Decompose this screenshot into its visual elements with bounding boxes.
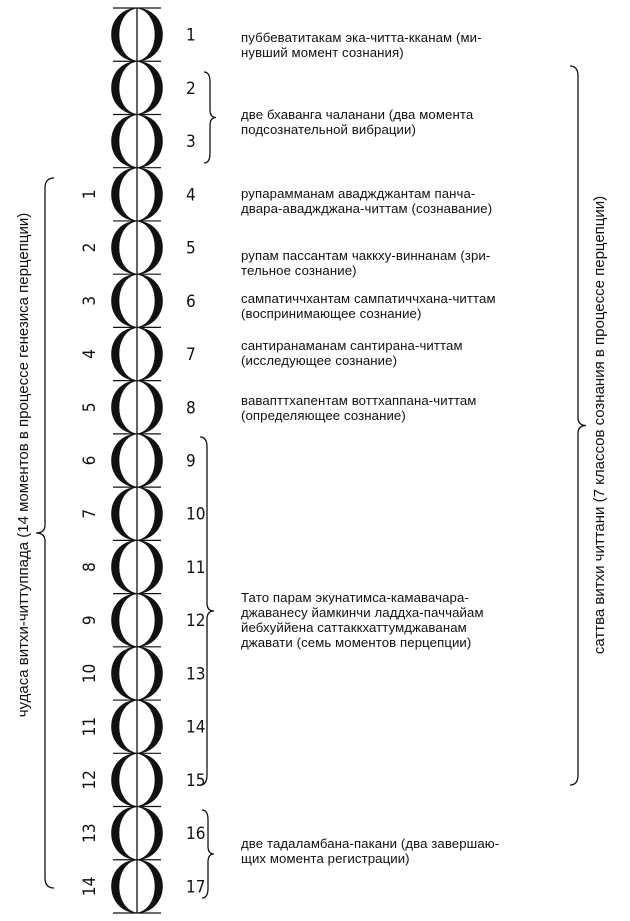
crescent-right xyxy=(137,860,163,913)
annotation-line: тельное сознание) xyxy=(241,263,357,278)
crescent-right xyxy=(137,487,163,540)
crescent-left xyxy=(112,860,138,913)
right-moment-number: 1 xyxy=(186,25,196,46)
right-moment-number: 13 xyxy=(186,664,206,685)
crescent-right xyxy=(137,540,163,593)
crescent-left xyxy=(112,274,138,327)
crescent-right xyxy=(137,221,163,274)
crescent-left xyxy=(112,434,138,487)
crescent-left xyxy=(112,8,138,61)
annotation-line: две тадаламбана-пакани (два завершаю- xyxy=(241,836,500,851)
crescent-right xyxy=(137,434,163,487)
crescent-right xyxy=(137,8,163,61)
crescent-right xyxy=(137,168,163,221)
annotation-7 xyxy=(241,393,621,423)
annotation-1 xyxy=(241,30,621,60)
left-moment-number: 5 xyxy=(80,402,100,413)
annotation-line: (исследующее сознание) xyxy=(241,353,398,368)
crescent-left xyxy=(112,807,138,860)
right-moment-number: 7 xyxy=(186,345,196,366)
right-moment-number: 2 xyxy=(186,78,196,99)
annotation-line: джавати (семь моментов перцепции) xyxy=(241,635,472,650)
left-moment-number: 13 xyxy=(80,823,100,843)
left-moment-number: 3 xyxy=(80,295,100,306)
right-moment-number: 11 xyxy=(186,557,206,578)
annotation-line: двара-аваджджана-читтам (сознавание) xyxy=(241,201,493,216)
left-moment-number: 1 xyxy=(80,189,100,200)
annotation-4 xyxy=(241,248,621,278)
annotation-line: йебхуййена саттаккхаттумджаванам xyxy=(241,620,467,635)
crescent-left xyxy=(112,487,138,540)
left-moment-number: 4 xyxy=(80,349,100,359)
crescent-right xyxy=(137,114,163,167)
annotation-9 xyxy=(241,836,621,866)
annotation-line: сампатиччхантам сампатиччхана-читтам xyxy=(241,291,496,306)
left-moment-number: 6 xyxy=(80,455,100,466)
crescent-right xyxy=(137,381,163,434)
right-moment-number: 4 xyxy=(186,185,196,206)
crescent-left xyxy=(112,594,138,647)
left-vertical-label: чудаса витхи-читтуппада (14 моментов в процессе генезиса перцепции) xyxy=(15,212,32,718)
crescent-left xyxy=(112,381,138,434)
left-moment-number: 8 xyxy=(80,562,100,572)
annotation-line: пуббеватитакам эка-читта-кканам (ми- xyxy=(241,30,482,45)
annotation-line: две бхаванга чаланани (два момента xyxy=(241,107,474,122)
bracket-moments-2-3 xyxy=(204,72,216,163)
left-moment-number: 10 xyxy=(80,663,100,684)
annotation-line: Тато парам экунатимса-камавачара- xyxy=(241,590,469,605)
right-moment-number: 17 xyxy=(186,877,206,898)
crescent-left xyxy=(112,168,138,221)
left-moment-number: 7 xyxy=(80,508,100,519)
annotation-6 xyxy=(241,338,621,368)
crescent-right xyxy=(137,647,163,700)
annotation-line: сантиранаманам сантирана-читтам xyxy=(241,338,463,353)
annotation-line: щих момента регистрации) xyxy=(241,851,410,866)
annotation-line: (определяющее сознание) xyxy=(241,408,406,423)
annotation-line: (воспринимающее сознание) xyxy=(241,306,422,321)
annotation-line: подсознательной вибрации) xyxy=(241,122,416,137)
right-vertical-label: саттва витхи читтани (7 классов сознания в процессе перцепции) xyxy=(591,195,608,655)
moment-numbers xyxy=(80,26,205,898)
annotation-line: джаванесу йамкинчи ладдха-паччайам xyxy=(241,605,484,620)
crescent-left xyxy=(112,221,138,274)
annotation-5 xyxy=(241,291,621,321)
crescent-left xyxy=(112,700,138,753)
right-moment-number: 16 xyxy=(186,824,206,845)
crescent-left xyxy=(112,114,138,167)
right-moment-number: 12 xyxy=(186,611,206,632)
right-moment-number: 15 xyxy=(186,770,206,791)
right-moment-number: 3 xyxy=(186,132,196,153)
crescent-left xyxy=(112,540,138,593)
annotation-2 xyxy=(241,107,621,137)
annotation-line: рупарамманам аваджджантам панча- xyxy=(241,186,476,201)
bracket-left-14-moments xyxy=(36,178,54,888)
crescent-left xyxy=(112,61,138,114)
right-moment-number: 6 xyxy=(186,291,196,312)
left-moment-number: 9 xyxy=(80,615,100,626)
left-moment-number: 11 xyxy=(80,716,100,737)
crescent-right xyxy=(137,807,163,860)
annotation-8 xyxy=(241,590,621,650)
left-moment-number: 12 xyxy=(80,770,100,790)
crescent-left xyxy=(112,647,138,700)
crescent-left xyxy=(112,753,138,806)
annotation-3 xyxy=(241,186,621,216)
left-moment-number: 14 xyxy=(80,876,100,897)
right-moment-number: 9 xyxy=(186,451,196,472)
left-moment-number: 2 xyxy=(80,242,100,253)
annotation-line: вавапттхапентам воттхаппана-читтам xyxy=(241,393,477,408)
crescent-right xyxy=(137,327,163,380)
right-moment-number: 8 xyxy=(186,398,196,419)
annotation-line: нувший момент сознания) xyxy=(241,45,404,60)
crescent-left xyxy=(112,327,138,380)
crescent-right xyxy=(137,700,163,753)
crescent-right xyxy=(137,594,163,647)
bracket-right-7-classes xyxy=(570,66,586,785)
crescent-right xyxy=(137,274,163,327)
crescent-right xyxy=(137,753,163,806)
right-moment-number: 10 xyxy=(186,504,206,525)
right-moment-number: 14 xyxy=(186,717,206,738)
annotation-line: рупам пассантам чаккху-виннанам (зри- xyxy=(241,248,491,263)
crescent-right xyxy=(137,61,163,114)
right-moment-number: 5 xyxy=(186,238,196,259)
